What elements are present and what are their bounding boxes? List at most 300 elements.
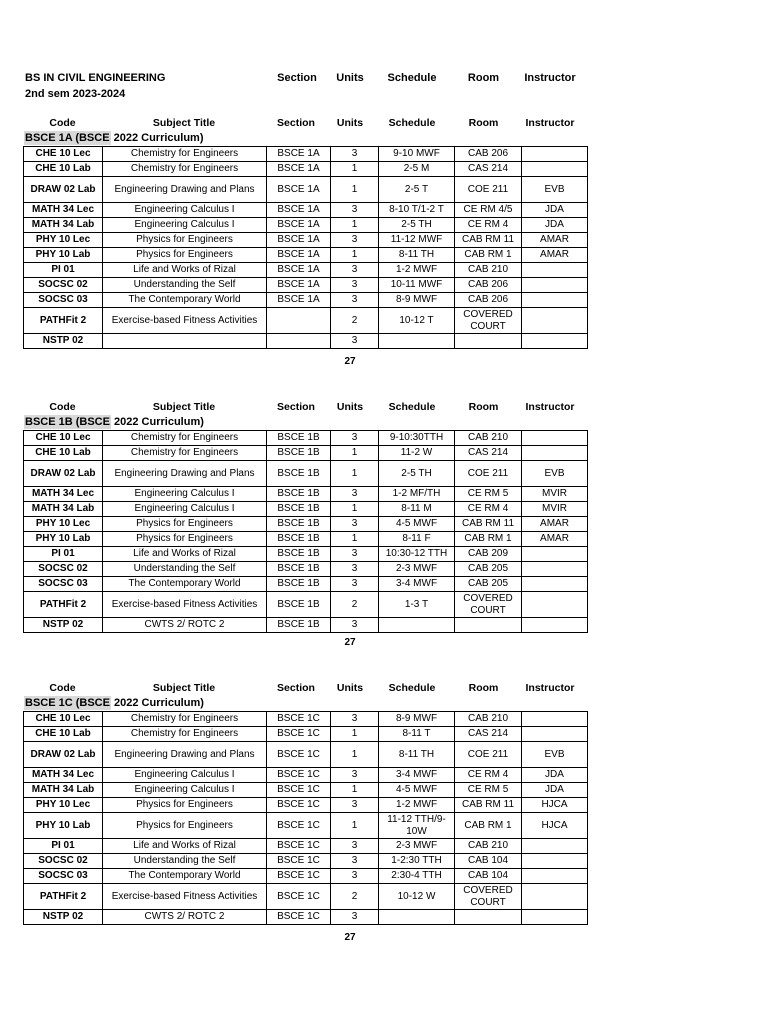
cell-code: PI 01 (24, 263, 103, 278)
cell-code: PHY 10 Lab (24, 248, 103, 263)
cell-subject-title: Physics for Engineers (103, 248, 267, 263)
cell-schedule: 8-10 T/1-2 T (379, 203, 455, 218)
cell-section: BSCE 1A (267, 203, 331, 218)
cell-subject-title: Chemistry for Engineers (103, 446, 267, 461)
column-header-instructor: Instructor (525, 682, 575, 694)
cell-instructor (522, 618, 588, 633)
cell-units: 3 (331, 910, 379, 925)
cell-room: CAS 214 (455, 446, 522, 461)
column-header-section: Section (277, 401, 315, 413)
cell-schedule: 1-2:30 TTH (379, 854, 455, 869)
cell-schedule: 11-2 W (379, 446, 455, 461)
cell-room: CAB 210 (455, 263, 522, 278)
table-row (24, 884, 588, 910)
column-header-code: Code (49, 682, 76, 694)
cell-section: BSCE 1A (267, 162, 331, 177)
cell-subject-title: Physics for Engineers (103, 233, 267, 248)
section-title-rest: 2022 Curriculum) (110, 697, 204, 709)
cell-room: CE RM 5 (455, 783, 522, 798)
cell-schedule: 3-4 MWF (379, 768, 455, 783)
cell-schedule: 3-4 MWF (379, 577, 455, 592)
cell-code: PATHFit 2 (24, 884, 103, 910)
cell-subject-title: Chemistry for Engineers (103, 712, 267, 727)
cell-code: MATH 34 Lec (24, 203, 103, 218)
cell-section: BSCE 1A (267, 147, 331, 162)
table-row (24, 278, 588, 293)
cell-subject-title: Engineering Calculus I (103, 502, 267, 517)
cell-schedule: 11-12 MWF (379, 233, 455, 248)
table-row (24, 308, 588, 334)
cell-instructor (522, 712, 588, 727)
cell-instructor: JDA (522, 203, 588, 218)
cell-schedule: 8-11 TH (379, 248, 455, 263)
cell-room: CAB 205 (455, 577, 522, 592)
cell-instructor (522, 446, 588, 461)
cell-subject-title: Engineering Drawing and Plans (103, 461, 267, 487)
cell-code: PHY 10 Lec (24, 233, 103, 248)
table-row (24, 727, 588, 742)
cell-subject-title: Chemistry for Engineers (103, 147, 267, 162)
cell-instructor (522, 278, 588, 293)
cell-code: MATH 34 Lec (24, 768, 103, 783)
cell-code: NSTP 02 (24, 334, 103, 349)
cell-section (267, 308, 331, 334)
cell-instructor: AMAR (522, 532, 588, 547)
cell-room: COE 211 (455, 742, 522, 768)
column-header-code: Code (49, 401, 76, 413)
cell-schedule: 8-11 M (379, 502, 455, 517)
cell-room: CAB 210 (455, 431, 522, 446)
column-header-units: Units (336, 117, 364, 129)
table-row (24, 547, 588, 562)
cell-instructor: HJCA (522, 813, 588, 839)
total-units: 27 (344, 637, 356, 648)
cell-instructor (522, 547, 588, 562)
cell-units: 3 (331, 869, 379, 884)
cell-schedule: 1-3 T (379, 592, 455, 618)
cell-subject-title: The Contemporary World (103, 577, 267, 592)
cell-section: BSCE 1B (267, 446, 331, 461)
cell-instructor (522, 854, 588, 869)
cell-section: BSCE 1A (267, 263, 331, 278)
cell-code: PATHFit 2 (24, 308, 103, 334)
cell-section: BSCE 1C (267, 854, 331, 869)
column-header-room: Room (468, 682, 499, 694)
cell-subject-title: Exercise-based Fitness Activities (103, 592, 267, 618)
cell-instructor (522, 577, 588, 592)
cell-schedule (379, 618, 455, 633)
cell-instructor (522, 592, 588, 618)
section-title-prefix: BSCE 1C (BSCE (25, 697, 110, 709)
cell-subject-title: CWTS 2/ ROTC 2 (103, 910, 267, 925)
cell-room: CAB 104 (455, 854, 522, 869)
column-header-units: Units (336, 682, 364, 694)
cell-subject-title: Life and Works of Rizal (103, 839, 267, 854)
cell-instructor (522, 869, 588, 884)
cell-code: MATH 34 Lab (24, 783, 103, 798)
cell-schedule: 2-5 M (379, 162, 455, 177)
cell-units: 1 (331, 742, 379, 768)
table-row (24, 487, 588, 502)
cell-code: SOCSC 02 (24, 278, 103, 293)
cell-instructor: JDA (522, 218, 588, 233)
cell-subject-title: Chemistry for Engineers (103, 431, 267, 446)
cell-schedule: 10-12 T (379, 308, 455, 334)
cell-section: BSCE 1C (267, 712, 331, 727)
column-header-subject-title: Subject Title (152, 682, 216, 694)
cell-schedule: 8-9 MWF (379, 293, 455, 308)
section-title-bsce-1a (24, 132, 203, 144)
cell-instructor (522, 334, 588, 349)
top-header-instructor: Instructor (524, 72, 576, 84)
cell-schedule: 2-3 MWF (379, 562, 455, 577)
cell-code: NSTP 02 (24, 910, 103, 925)
column-header-instructor: Instructor (525, 401, 575, 413)
cell-room: CAB 206 (455, 278, 522, 293)
cell-units: 3 (331, 233, 379, 248)
cell-schedule: 8-11 F (379, 532, 455, 547)
cell-room: COE 211 (455, 461, 522, 487)
cell-code: SOCSC 02 (24, 854, 103, 869)
cell-code: SOCSC 03 (24, 293, 103, 308)
table-row (24, 248, 588, 263)
cell-code: DRAW 02 Lab (24, 461, 103, 487)
table-row (24, 162, 588, 177)
cell-code: CHE 10 Lab (24, 446, 103, 461)
column-header-room: Room (468, 117, 499, 129)
cell-section: BSCE 1C (267, 768, 331, 783)
program-title: BS IN CIVIL ENGINEERING (25, 72, 166, 84)
column-header-schedule: Schedule (388, 401, 436, 413)
cell-instructor: AMAR (522, 517, 588, 532)
cell-subject-title: CWTS 2/ ROTC 2 (103, 618, 267, 633)
cell-section: BSCE 1A (267, 278, 331, 293)
table-row (24, 562, 588, 577)
cell-section: BSCE 1A (267, 177, 331, 203)
cell-subject-title: Understanding the Self (103, 854, 267, 869)
cell-section: BSCE 1B (267, 517, 331, 532)
schedule-table-bsce-1a (23, 146, 588, 349)
cell-units: 3 (331, 798, 379, 813)
cell-units: 3 (331, 562, 379, 577)
table-row (24, 502, 588, 517)
cell-instructor: JDA (522, 783, 588, 798)
cell-section: BSCE 1C (267, 910, 331, 925)
cell-room: CE RM 4 (455, 502, 522, 517)
table-row (24, 517, 588, 532)
cell-section: BSCE 1A (267, 218, 331, 233)
cell-units: 1 (331, 813, 379, 839)
column-header-subject-title: Subject Title (152, 117, 216, 129)
cell-schedule: 2:30-4 TTH (379, 869, 455, 884)
cell-units: 3 (331, 263, 379, 278)
cell-instructor (522, 293, 588, 308)
cell-subject-title: Understanding the Self (103, 278, 267, 293)
table-row (24, 798, 588, 813)
cell-room: CE RM 4 (455, 218, 522, 233)
cell-room: CE RM 5 (455, 487, 522, 502)
cell-units: 3 (331, 293, 379, 308)
term-title: 2nd sem 2023-2024 (25, 88, 126, 100)
cell-section: BSCE 1C (267, 727, 331, 742)
cell-units: 1 (331, 162, 379, 177)
cell-units: 3 (331, 618, 379, 633)
table-row (24, 768, 588, 783)
cell-code: PHY 10 Lec (24, 517, 103, 532)
cell-section: BSCE 1A (267, 248, 331, 263)
cell-subject-title: Physics for Engineers (103, 798, 267, 813)
cell-units: 1 (331, 461, 379, 487)
cell-schedule: 8-11 T (379, 727, 455, 742)
table-row (24, 263, 588, 278)
table-row (24, 712, 588, 727)
cell-subject-title: Chemistry for Engineers (103, 162, 267, 177)
cell-instructor (522, 263, 588, 278)
top-header-room: Room (467, 72, 500, 84)
cell-subject-title: Engineering Calculus I (103, 203, 267, 218)
cell-units: 1 (331, 502, 379, 517)
cell-subject-title: Understanding the Self (103, 562, 267, 577)
table-row (24, 813, 588, 839)
column-header-schedule: Schedule (388, 117, 436, 129)
table-row (24, 334, 588, 349)
cell-section: BSCE 1B (267, 547, 331, 562)
cell-instructor (522, 839, 588, 854)
cell-room: CAB 210 (455, 712, 522, 727)
cell-code: SOCSC 03 (24, 577, 103, 592)
table-row (24, 233, 588, 248)
cell-section: BSCE 1B (267, 532, 331, 547)
section-title-prefix: BSCE 1A (BSCE (25, 132, 110, 144)
section-title-bsce-1b (24, 416, 204, 428)
section-title-rest: 2022 Curriculum) (110, 132, 204, 144)
column-header-units: Units (336, 401, 364, 413)
table-row (24, 869, 588, 884)
cell-schedule: 8-11 TH (379, 742, 455, 768)
cell-room (455, 334, 522, 349)
cell-subject-title: Exercise-based Fitness Activities (103, 884, 267, 910)
table-row (24, 839, 588, 854)
cell-code: MATH 34 Lab (24, 218, 103, 233)
cell-subject-title: Chemistry for Engineers (103, 727, 267, 742)
total-units: 27 (344, 356, 356, 367)
table-row (24, 147, 588, 162)
column-header-section: Section (277, 682, 315, 694)
cell-units: 3 (331, 854, 379, 869)
cell-room: CAB RM 11 (455, 517, 522, 532)
cell-code: DRAW 02 Lab (24, 742, 103, 768)
cell-code: CHE 10 Lab (24, 727, 103, 742)
cell-code: CHE 10 Lab (24, 162, 103, 177)
cell-subject-title: Engineering Calculus I (103, 218, 267, 233)
cell-room: CAS 214 (455, 727, 522, 742)
cell-room: CAB RM 11 (455, 233, 522, 248)
cell-subject-title: Engineering Drawing and Plans (103, 177, 267, 203)
table-row (24, 431, 588, 446)
cell-section: BSCE 1B (267, 431, 331, 446)
cell-schedule: 2-5 TH (379, 218, 455, 233)
cell-schedule: 10-11 MWF (379, 278, 455, 293)
cell-subject-title: The Contemporary World (103, 869, 267, 884)
cell-room: CAB 210 (455, 839, 522, 854)
table-row (24, 532, 588, 547)
cell-instructor (522, 884, 588, 910)
cell-room: CAB RM 1 (455, 532, 522, 547)
cell-subject-title: Engineering Calculus I (103, 487, 267, 502)
cell-units: 1 (331, 446, 379, 461)
cell-room: CAB 209 (455, 547, 522, 562)
cell-units: 3 (331, 839, 379, 854)
cell-subject-title: Life and Works of Rizal (103, 263, 267, 278)
cell-section (267, 334, 331, 349)
cell-subject-title: Life and Works of Rizal (103, 547, 267, 562)
cell-room: CAB RM 1 (455, 248, 522, 263)
cell-room: COE 211 (455, 177, 522, 203)
cell-code: PHY 10 Lec (24, 798, 103, 813)
cell-schedule: 4-5 MWF (379, 517, 455, 532)
cell-instructor (522, 162, 588, 177)
cell-schedule: 9-10:30TTH (379, 431, 455, 446)
cell-section: BSCE 1B (267, 502, 331, 517)
cell-room: CAB 205 (455, 562, 522, 577)
section-title-prefix: BSCE 1B (BSCE (25, 416, 110, 428)
cell-schedule: 8-9 MWF (379, 712, 455, 727)
cell-section: BSCE 1C (267, 869, 331, 884)
cell-section: BSCE 1C (267, 783, 331, 798)
cell-units: 3 (331, 334, 379, 349)
table-row (24, 910, 588, 925)
cell-schedule: 2-5 TH (379, 461, 455, 487)
cell-schedule: 2-3 MWF (379, 839, 455, 854)
cell-code: CHE 10 Lec (24, 147, 103, 162)
table-row (24, 592, 588, 618)
table-row (24, 203, 588, 218)
cell-instructor (522, 910, 588, 925)
cell-room: CAB RM 1 (455, 813, 522, 839)
cell-units: 3 (331, 203, 379, 218)
cell-section: BSCE 1B (267, 592, 331, 618)
top-header-section: Section (277, 72, 317, 84)
total-units: 27 (344, 932, 356, 943)
cell-section: BSCE 1C (267, 742, 331, 768)
cell-section: BSCE 1B (267, 562, 331, 577)
cell-section: BSCE 1C (267, 813, 331, 839)
column-header-schedule: Schedule (388, 682, 436, 694)
cell-room: CE RM 4/5 (455, 203, 522, 218)
cell-schedule: 1-2 MWF (379, 798, 455, 813)
cell-schedule: 9-10 MWF (379, 147, 455, 162)
column-header-room: Room (468, 401, 499, 413)
cell-room: CE RM 4 (455, 768, 522, 783)
table-row (24, 293, 588, 308)
cell-instructor (522, 727, 588, 742)
cell-code: SOCSC 03 (24, 869, 103, 884)
cell-room: CAB 104 (455, 869, 522, 884)
cell-instructor (522, 431, 588, 446)
cell-subject-title: Engineering Calculus I (103, 783, 267, 798)
cell-code: SOCSC 02 (24, 562, 103, 577)
table-row (24, 577, 588, 592)
cell-room (455, 618, 522, 633)
cell-schedule: 10-12 W (379, 884, 455, 910)
cell-schedule (379, 910, 455, 925)
cell-units: 2 (331, 884, 379, 910)
cell-schedule: 2-5 T (379, 177, 455, 203)
cell-schedule: 11-12 TTH/9-10W (379, 813, 455, 839)
cell-schedule: 1-2 MWF (379, 263, 455, 278)
cell-instructor: EVB (522, 177, 588, 203)
cell-units: 3 (331, 147, 379, 162)
cell-code: PI 01 (24, 839, 103, 854)
cell-room: COVERED COURT (455, 592, 522, 618)
cell-units: 1 (331, 727, 379, 742)
cell-code: PI 01 (24, 547, 103, 562)
cell-units: 1 (331, 177, 379, 203)
cell-instructor: EVB (522, 461, 588, 487)
cell-code: PHY 10 Lab (24, 532, 103, 547)
cell-units: 3 (331, 577, 379, 592)
cell-section: BSCE 1A (267, 293, 331, 308)
cell-units: 2 (331, 592, 379, 618)
cell-units: 1 (331, 248, 379, 263)
cell-subject-title: Engineering Calculus I (103, 768, 267, 783)
cell-instructor: MVIR (522, 502, 588, 517)
column-header-instructor: Instructor (525, 117, 575, 129)
cell-section: BSCE 1B (267, 577, 331, 592)
cell-code: CHE 10 Lec (24, 712, 103, 727)
section-title-bsce-1c (24, 697, 204, 709)
cell-instructor: MVIR (522, 487, 588, 502)
cell-room: COVERED COURT (455, 308, 522, 334)
cell-code: PATHFit 2 (24, 592, 103, 618)
cell-subject-title: Physics for Engineers (103, 813, 267, 839)
cell-code: CHE 10 Lec (24, 431, 103, 446)
cell-code: NSTP 02 (24, 618, 103, 633)
cell-units: 3 (331, 431, 379, 446)
cell-subject-title: Exercise-based Fitness Activities (103, 308, 267, 334)
cell-code: MATH 34 Lec (24, 487, 103, 502)
column-header-subject-title: Subject Title (152, 401, 216, 413)
cell-instructor: AMAR (522, 233, 588, 248)
cell-section: BSCE 1C (267, 839, 331, 854)
top-header-units: Units (336, 72, 364, 84)
table-row (24, 446, 588, 461)
cell-section: BSCE 1B (267, 618, 331, 633)
cell-code: DRAW 02 Lab (24, 177, 103, 203)
cell-section: BSCE 1A (267, 233, 331, 248)
cell-room: CAB 206 (455, 147, 522, 162)
cell-instructor (522, 562, 588, 577)
cell-schedule: 10:30-12 TTH (379, 547, 455, 562)
cell-units: 1 (331, 532, 379, 547)
cell-code: MATH 34 Lab (24, 502, 103, 517)
cell-instructor: HJCA (522, 798, 588, 813)
cell-units: 3 (331, 278, 379, 293)
schedule-table-bsce-1b (23, 430, 588, 633)
cell-instructor (522, 147, 588, 162)
cell-section: BSCE 1C (267, 884, 331, 910)
cell-schedule (379, 334, 455, 349)
cell-section: BSCE 1C (267, 798, 331, 813)
table-row (24, 618, 588, 633)
cell-section: BSCE 1B (267, 461, 331, 487)
section-title-rest: 2022 Curriculum) (110, 416, 204, 428)
cell-instructor (522, 308, 588, 334)
column-header-section: Section (277, 117, 315, 129)
cell-instructor: JDA (522, 768, 588, 783)
cell-units: 2 (331, 308, 379, 334)
cell-subject-title: Physics for Engineers (103, 517, 267, 532)
